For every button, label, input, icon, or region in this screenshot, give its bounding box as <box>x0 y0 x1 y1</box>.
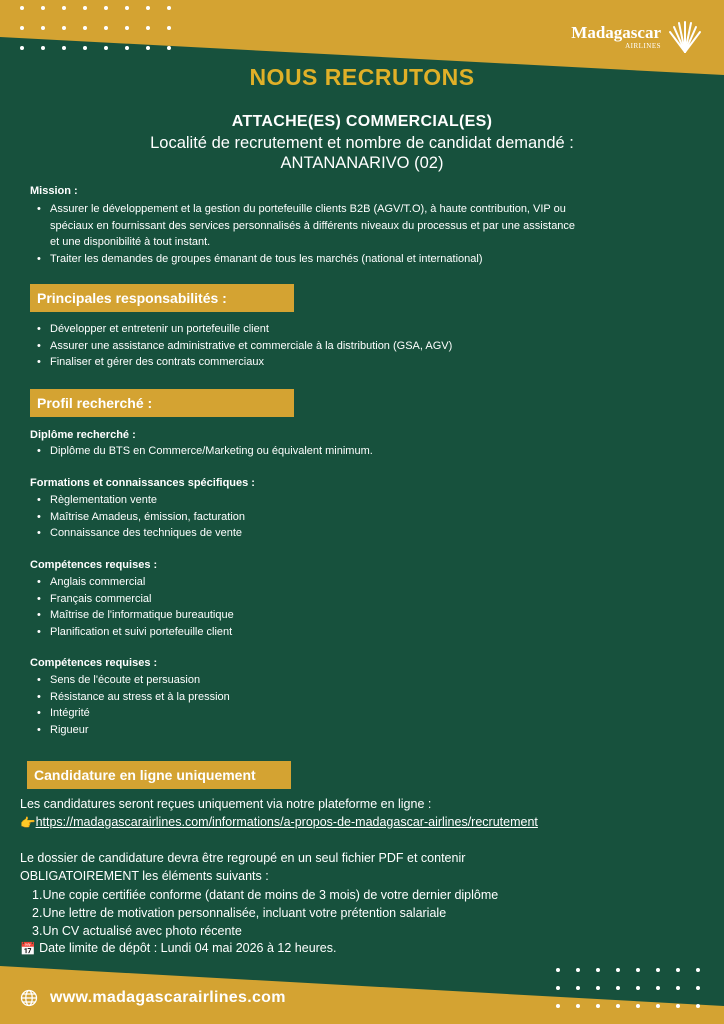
bottom-dot-pattern <box>556 968 700 1008</box>
decorative-dot <box>83 46 87 50</box>
decorative-dot <box>167 26 171 30</box>
decorative-dot <box>20 26 24 30</box>
profile-banner: Profil recherché : <box>30 389 294 417</box>
decorative-dot <box>656 1004 660 1008</box>
list-item: • Assurer une assistance administrative et commerciale à la distribution (GSA, AGV) <box>30 338 452 355</box>
decorative-dot <box>125 46 129 50</box>
decorative-dot <box>62 6 66 10</box>
decorative-dot <box>576 986 580 990</box>
decorative-dot <box>636 986 640 990</box>
decorative-dot <box>125 26 129 30</box>
footer-website[interactable]: www.madagascarairlines.com <box>50 989 286 1006</box>
job-location: ANTANANARIVO (02) <box>280 154 444 172</box>
deadline-row <box>20 941 336 957</box>
skills-list <box>30 574 234 640</box>
decorative-dot <box>104 26 108 30</box>
decorative-dot <box>596 986 600 990</box>
list-item: • Sens de l'écoute et persuasion <box>30 672 230 689</box>
decorative-dot <box>20 6 24 10</box>
list-item: 3.Un CV actualisé avec photo récente <box>32 924 242 938</box>
decorative-dot <box>676 986 680 990</box>
job-title: ATTACHE(ES) COMMERCIAL(ES) <box>231 113 493 130</box>
decorative-dot <box>556 1004 560 1008</box>
decorative-dot <box>596 1004 600 1008</box>
decorative-dot <box>676 968 680 972</box>
decorative-dot <box>41 6 45 10</box>
decorative-dot <box>696 986 700 990</box>
diploma-list <box>30 443 373 460</box>
application-link-row <box>20 815 538 831</box>
decorative-dot <box>636 968 640 972</box>
training-list <box>30 492 245 542</box>
soft-skills-list <box>30 672 230 738</box>
globe-icon <box>20 989 38 1007</box>
decorative-dot <box>556 968 560 972</box>
deadline-text: Date limite de dépôt : Lundi 04 mai 2026 à 12 heures. <box>39 941 337 955</box>
application-banner: Candidature en ligne uniquement <box>27 761 291 789</box>
list-item: • Connaissance des techniques de vente <box>30 525 245 542</box>
list-item: • Traiter les demandes de groupes émanant de tous les marchés (national et international) <box>30 251 700 268</box>
decorative-dot <box>576 1004 580 1008</box>
decorative-dot <box>62 26 66 30</box>
footer-website-row <box>20 989 286 1007</box>
decorative-dot <box>41 46 45 50</box>
calendar-icon: 📅 <box>20 942 36 956</box>
locality-label: Localité de recrutement et nombre de candidat demandé : <box>150 134 574 152</box>
list-item: • Finaliser et gérer des contrats commerciaux <box>30 354 452 371</box>
decorative-dot <box>676 1004 680 1008</box>
decorative-dot <box>596 968 600 972</box>
decorative-dot <box>146 26 150 30</box>
logo-brand-text: Madagascar <box>571 23 661 42</box>
soft-skills-label: Compétences requises : <box>30 657 158 669</box>
decorative-dot <box>104 6 108 10</box>
decorative-dot <box>62 46 66 50</box>
decorative-dot <box>41 26 45 30</box>
list-item: • Anglais commercial <box>30 574 234 591</box>
dossier-line-2: OBLIGATOIREMENT les éléments suivants : <box>20 869 269 883</box>
list-item: • Assurer le développement et la gestion du portefeuille clients B2B (AGV/T.O), à haute contribution, VIP ou <box>30 201 700 218</box>
application-intro: Les candidatures seront reçues uniquement via notre plateforme en ligne : <box>20 797 432 811</box>
decorative-dot <box>656 986 660 990</box>
list-item: • Rigueur <box>30 722 230 739</box>
list-item: 1.Une copie certifiée conforme (datant de moins de 3 mois) de votre dernier diplôme <box>32 888 499 902</box>
mission-label: Mission : <box>30 185 78 197</box>
decorative-dot <box>576 968 580 972</box>
skills-label: Compétences requises : <box>30 559 158 571</box>
decorative-dot <box>167 6 171 10</box>
pointing-hand-icon: 👉 <box>20 816 36 830</box>
list-item: • Français commercial <box>30 591 234 608</box>
decorative-dot <box>616 1004 620 1008</box>
decorative-dot <box>696 1004 700 1008</box>
logo-sub-text: AIRLINES <box>625 42 661 50</box>
decorative-dot <box>83 6 87 10</box>
mission-list <box>30 201 700 267</box>
training-label: Formations et connaissances spécifiques : <box>30 477 255 489</box>
decorative-dot <box>616 986 620 990</box>
list-item: • Développer et entretenir un portefeuille client <box>30 321 452 338</box>
responsibilities-banner: Principales responsabilités : <box>30 284 294 312</box>
required-documents-list <box>32 886 498 940</box>
decorative-dot <box>636 1004 640 1008</box>
list-item: • Diplôme du BTS en Commerce/Marketing ou équivalent minimum. <box>30 443 373 460</box>
decorative-dot <box>104 46 108 50</box>
decorative-dot <box>167 46 171 50</box>
dossier-line-1: Le dossier de candidature devra être regroupé en un seul fichier PDF et contenir <box>20 851 466 865</box>
list-item-continuation: et une disponibilité à tout instant. <box>50 236 211 248</box>
decorative-dot <box>146 6 150 10</box>
decorative-dot <box>556 986 560 990</box>
list-item: • Planification et suivi portefeuille client <box>30 624 234 641</box>
top-dot-pattern <box>20 6 171 50</box>
list-item: • Maîtrise de l'informatique bureautique <box>30 607 234 624</box>
recruitment-link[interactable]: https://madagascarairlines.com/informations/a-propos-de-madagascar-airlines/recrutement <box>35 815 538 829</box>
list-item: • Intégrité <box>30 705 230 722</box>
decorative-dot <box>83 26 87 30</box>
decorative-dot <box>656 968 660 972</box>
madagascar-airlines-logo <box>571 20 704 54</box>
decorative-dot <box>146 46 150 50</box>
decorative-dot <box>125 6 129 10</box>
recruiting-headline: NOUS RECRUTONS <box>249 64 475 90</box>
decorative-dot <box>616 968 620 972</box>
diploma-label: Diplôme recherché : <box>30 429 136 441</box>
list-item: • Règlementation vente <box>30 492 245 509</box>
list-item: 2.Une lettre de motivation personnalisée, incluant votre prétention salariale <box>32 906 447 920</box>
responsibilities-list <box>30 321 452 371</box>
traveller-palm-icon <box>666 20 704 54</box>
list-item: • Maîtrise Amadeus, émission, facturation <box>30 509 245 526</box>
list-item-continuation: spéciaux en fournissant des services personnalisés à différents niveaux du processus et par une assistance <box>50 219 576 232</box>
decorative-dot <box>696 968 700 972</box>
decorative-dot <box>20 46 24 50</box>
list-item: • Résistance au stress et à la pression <box>30 689 230 706</box>
